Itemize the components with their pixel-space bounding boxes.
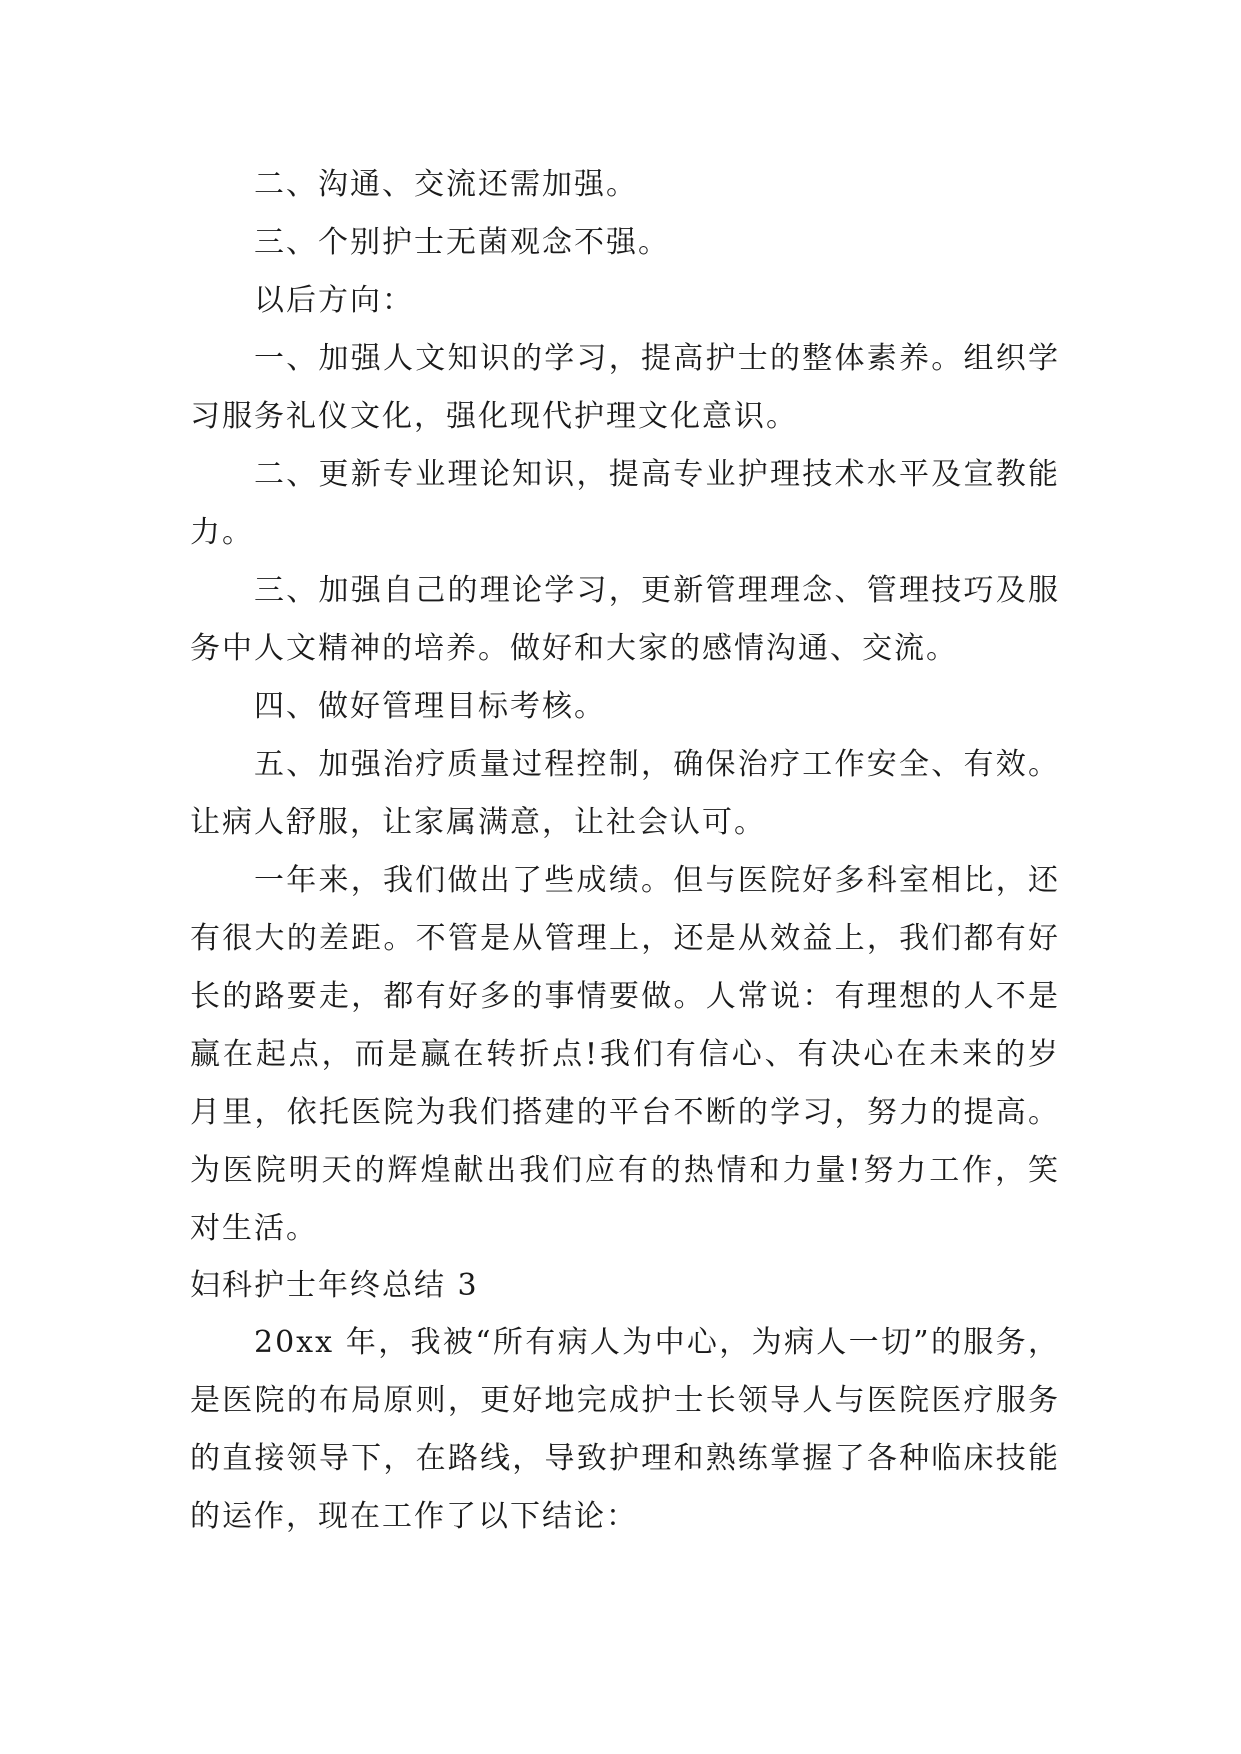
paragraph-future-direction: 以后方向： [254,283,414,318]
document-body [190,156,1060,1546]
paragraph-direction-2: 二、更新专业理论知识，提高专业护理技术水平及宣教能力。 [190,457,1060,550]
paragraph-direction-5: 五、加强治疗质量过程控制，确保治疗工作安全、有效。让病人舒服，让家属满意，让社会认可。 [190,747,1060,840]
paragraph-intro-20xx: 20xx 年，我被“所有病人为中心，为病人一切”的服务，是医院的布局原则，更好地完成护士长领导人与医院医疗服务的直接领导下，在路线，导致护理和熟练掌握了各种临床技能的运作，现在工作了以下结论： [190,1325,1060,1534]
paragraph-aseptic: 三、个别护士无菌观念不强。 [254,225,670,260]
paragraph-direction-1: 一、加强人文知识的学习，提高护士的整体素养。组织学习服务礼仪文化，强化现代护理文化意识。 [190,341,1060,434]
paragraph-year-summary: 一年来，我们做出了些成绩。但与医院好多科室相比，还有很大的差距。不管是从管理上，还是从效益上，我们都有好长的路要走，都有好多的事情要做。人常说：有理想的人不是赢在起点，而是赢在转折点!我们有信心、有决心在未来的岁月里，依托医院为我们搭建的平台不断的学习，努力的提高。为医院明天的辉煌献出我们应有的热情和力量!努力工作，笑对生活。 [190,863,1060,1246]
section-heading: 妇科护士年终总结 3 [190,1268,479,1303]
paragraph-direction-3: 三、加强自己的理论学习，更新管理理念、管理技巧及服务中人文精神的培养。做好和大家的感情沟通、交流。 [190,573,1060,666]
paragraph-direction-4: 四、做好管理目标考核。 [254,689,606,724]
paragraph-communication: 二、沟通、交流还需加强。 [254,167,638,202]
